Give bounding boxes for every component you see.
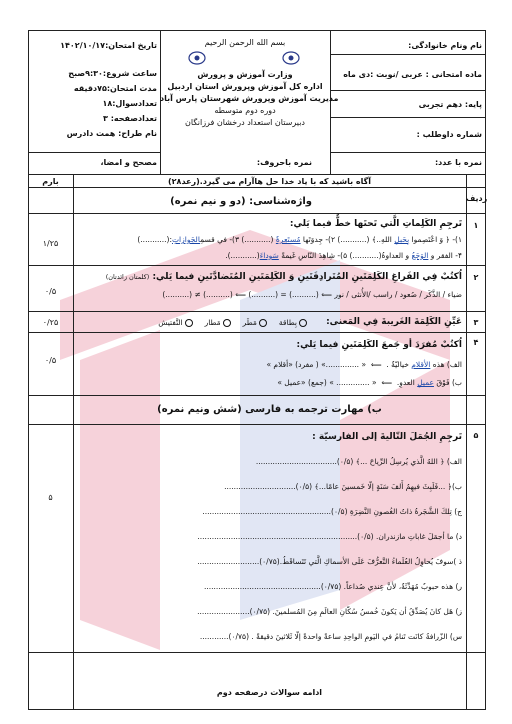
q3-title: عَيِّنِ الكَلِمَةَ الغَريبةَ فِي المَعنی: — [326, 317, 462, 327]
q2-note: (کلمتان زائدتان) — [105, 273, 150, 281]
q1-line-2: ۴- الفقر و الوَجَعُ و العداوةُ(...........) ۵)- شِاهِدَ النّاسِ غَيمةً سَوداءَ(...........). — [225, 251, 462, 260]
subject-label: ماده امتحانی : عربی /نوبت :دی ماه — [343, 70, 482, 79]
q5-title: تَرجِمِ الجُمَلَ التّاليةَ إلى الفارسيّة : — [312, 432, 462, 442]
q2-title: اُكتُبْ فِي الفَراغِ الكَلِمَتَينِ المُتَرادِفَتَينِ وَ الكَلِمَتَينِ المُتَضادَّتَينِ فيما يَلي: (کلمتان زائدتان) — [105, 272, 462, 282]
score-header: بارم — [42, 177, 59, 186]
q2-antonyms: (..........) ≠ (..........) — [162, 290, 233, 299]
q5-item-1: الف) ﴿ اللهُ الَّذي يُرسِلُ الرِّياحَ ...﴾ (۰/۵).................................. — [255, 457, 462, 466]
section-b-title: ب) مهارت ترجمه به فارسی (شش ونیم نمره) — [157, 404, 382, 415]
q1-number: ۱ — [473, 221, 479, 230]
section-a-title: واژه‌شناسی: (دو و نیم نمره) — [170, 196, 312, 207]
q2-words: ضیاء / الذَّكَر / صُعود / راسب /الأُنثی / نور — [334, 290, 462, 299]
q3-score: ۰/۲۵ — [42, 318, 59, 327]
q5-score: ۵ — [48, 493, 53, 502]
q5-item-8: س) الزّرافةُ كانَت تَنامُ في اليَومِ الواحِدِ ساعةً واحدةً إلّا ثَلاثينَ دقيقةً . (۰/۷۵)............ — [199, 632, 462, 641]
q1-score: ۱/۲۵ — [42, 239, 59, 248]
arrow-icon: ⟸ — [321, 290, 332, 299]
exam-date: تاریخ امتحان:۱۴۰۲/۱۰/۱۷ — [60, 41, 157, 50]
q3-option-4[interactable]: التَّفتيش — [158, 318, 193, 327]
q4-title: اُكتُبْ مُفرَدَ أو جَمعَ الكَلِمَتَينِ فيما يَلي: — [296, 340, 462, 350]
org-line-5: دبیرستان استعداد درخشان فرزانگان — [185, 118, 305, 127]
q2-number: ۲ — [473, 273, 479, 282]
arrow-icon: ⟸ — [378, 378, 395, 387]
org-line-1: وزارت آموزش و پرورش — [197, 70, 293, 79]
q4-line-a: الف) هذه الأقلام خياليّةٌ . ⟸ « ..............» ( مفرد) «أقلام » — [266, 360, 462, 369]
seat-number-label: شماره داوطلب : — [416, 130, 482, 139]
row-header: ردیف — [466, 194, 488, 203]
q3-options — [158, 318, 307, 328]
q5-item-6: ر) هذه حبوبٌ مُهَدِّئَةٌ، لأنَّ عِندي صُداعاً. (۰/۷۵)................................................. — [204, 582, 462, 591]
q2-line — [162, 290, 462, 300]
q1-line-1: ۱)- ﴿ وَ اعْتَصِموا بِحَبلِ اللهِ..﴾ (...........) ۲)- جِدوَتَها مُستَعِرةٌ (...........) ۳)- في قسمِالجَوازاتِ:(...........) — [137, 235, 462, 244]
q5-item-4: د) ما أجمَلَ غاباتِ مازندران. (۰/۵)................................................................... — [197, 532, 462, 541]
q3-option-2[interactable]: مَطَر — [243, 318, 267, 327]
radio-icon — [185, 319, 193, 327]
emblem-left-icon — [188, 51, 206, 65]
page-count: تعدادصفحه: ۳ — [103, 114, 157, 123]
q5-item-5: ذ )سوفَ يُحاوِلُ العُلَماءُ التَّعرُّفَ عَلَى الأسماكِ الَّتي تَتَساقَطُ.(۰/۷۵).......................... — [197, 557, 462, 566]
start-time: ساعت شروع:۹:۳۰صبح — [68, 69, 157, 78]
q2-synonyms: (..........) = (..........) — [248, 290, 319, 299]
grade-label: پایه: دهم تجربی — [418, 100, 482, 109]
org-line-4: دوره دوم متوسطه — [214, 106, 276, 115]
org-line-3: مدیریت آموزش وپرورش شهرستان پارس آباد — [160, 94, 339, 103]
org-line-2: اداره کل آموزش وپرورش استان اردبیل — [167, 82, 323, 91]
q3-option-3[interactable]: مَطار — [205, 318, 231, 327]
arrow-icon: ⟸ — [235, 290, 246, 299]
q4-score: ۰/۵ — [44, 356, 57, 365]
q3-number: ۳ — [473, 318, 479, 327]
footer-continue: ادامه سوالات درصفحه دوم — [216, 688, 323, 697]
q5-item-3: ج) تِلكَ الشَّجَرةُ ذاتُ الغُصونِ النَّضِرَةِ (۰/۵)...................................................... — [202, 507, 462, 516]
designer-name: نام طراح: همت دادرس — [66, 129, 157, 138]
basmala: بسم الله الرحمن الرحیم — [204, 38, 286, 47]
notice-text: آگاه باشید که با یاد خدا حل هاآرام می گیرد.(رعد۲۸) — [168, 177, 371, 186]
q4-line-b: ب) فَوْقَ عميلِ العدوِ. ⟸ « .............. » (جمع) «عميل » — [277, 378, 462, 387]
score-number-label: نمره با عدد: — [434, 158, 482, 167]
question-count: تعدادسوال:۱۸ — [102, 99, 157, 108]
exam-duration: مدت امتحان:۷۵دقیقه — [73, 84, 157, 93]
radio-icon — [223, 319, 231, 327]
q5-item-7: ز) هَل كانَ يُصَدِّقُ أن يَكونَ خُمسُ سُكّانِ العالَمِ مِنَ المُسلمينَ. (۰/۷۵)...................... — [197, 607, 462, 616]
arrow-icon: ⟸ — [368, 360, 384, 369]
radio-icon — [299, 319, 307, 327]
corrector-label: مصحح و امضا، — [100, 158, 157, 167]
q2-score: ۰/۵ — [44, 287, 57, 296]
radio-icon — [259, 319, 267, 327]
q1-title: تَرجِمِ الكَلِماتِ الَّتي تَحتَها خطٌّ فيما يَلي: — [289, 219, 462, 229]
q3-option-1[interactable]: بِطاقة — [279, 318, 307, 327]
student-name-label: نام ونام خانوادگی: — [408, 41, 482, 50]
q4-number: ۴ — [473, 338, 479, 347]
emblem-right-icon — [282, 51, 300, 65]
q5-number: ۵ — [473, 431, 479, 440]
score-letters-label: نمره باحروف: — [256, 158, 312, 167]
q5-item-2: ب)﴿ ...فَلَبِثَ فيهِمُ أَلفَ سَنَةٍ إلّا خَمسينَ عامًا...﴾ (۰/۵).............................. — [224, 482, 462, 491]
